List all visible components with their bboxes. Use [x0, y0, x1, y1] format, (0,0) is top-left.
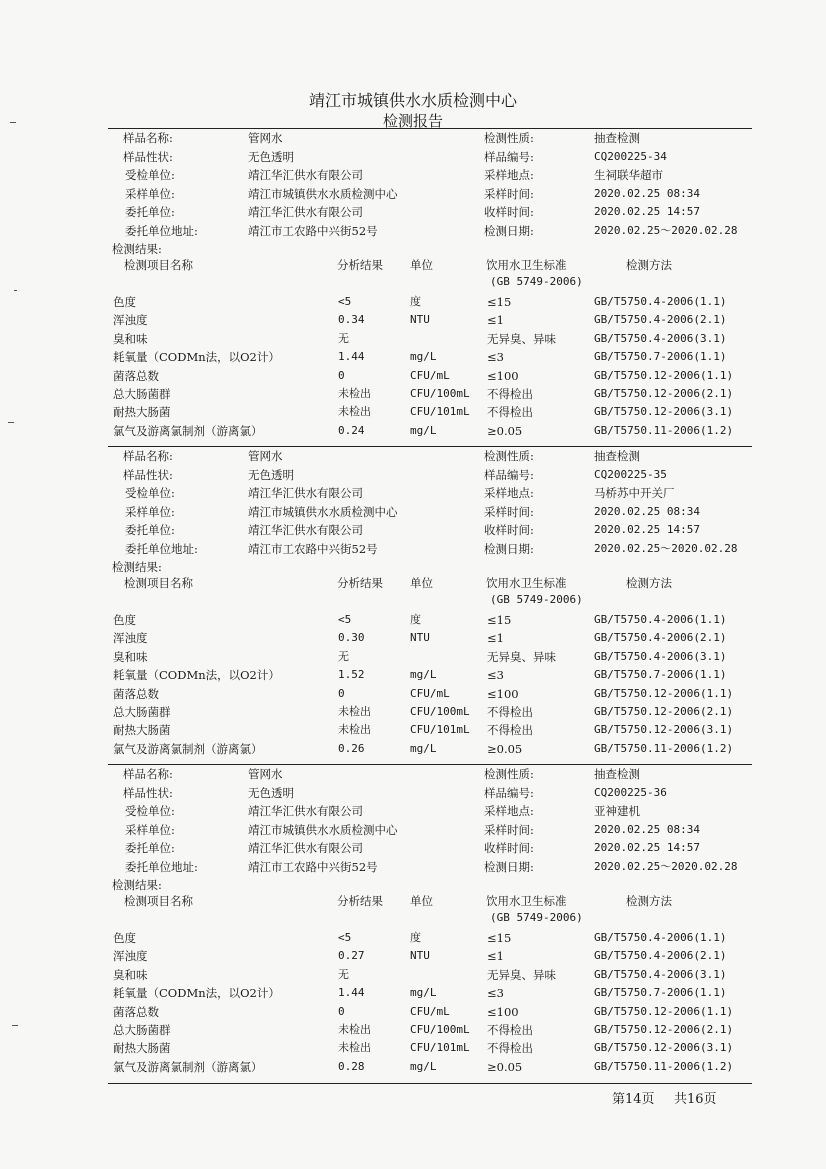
row-standard: ≤100 — [487, 1004, 519, 1019]
row-result: 0 — [338, 1004, 345, 1018]
row-item-name: 总大肠菌群 — [113, 1023, 171, 1037]
col-header-standard-ref: (GB 5749-2006) — [490, 275, 583, 288]
row-method: GB/T5750.12-2006(1.1) — [594, 368, 734, 382]
report-title: 检测报告 — [382, 112, 443, 130]
info-value-sampling-time: 2020.02.25 08:34 — [594, 822, 700, 836]
info-label-test-nature: 检测性质: — [484, 767, 534, 781]
info-label-sampling-unit: 采样单位: — [125, 186, 175, 201]
results-label: 检测结果: — [112, 878, 162, 892]
info-value-test-date: 2020.02.25～2020.02.28 — [594, 542, 738, 555]
info-label-sample-name: 样品名称: — [123, 767, 173, 781]
row-result: 0.34 — [338, 313, 365, 327]
info-label-sample-nature: 样品性状: — [123, 149, 173, 164]
info-value-entrust-unit: 靖江华汇供水有限公司 — [248, 841, 363, 856]
info-value-inspected-unit: 靖江华汇供水有限公司 — [248, 804, 363, 819]
section-divider — [108, 764, 752, 765]
info-value-test-nature: 抽查检测 — [594, 767, 640, 781]
row-item-name: 耐热大肠菌 — [113, 405, 171, 420]
row-item-name: 菌落总数 — [113, 1004, 159, 1019]
row-unit: NTU — [410, 313, 430, 327]
info-label-sampling-site: 采样地点: — [484, 168, 534, 183]
info-label-receive-time: 收样时间: — [484, 523, 534, 538]
row-method: GB/T5750.4-2006(1.1) — [594, 931, 727, 944]
row-method: GB/T5750.4-2006(2.1) — [594, 313, 727, 327]
col-header-unit: 单位 — [410, 258, 433, 272]
row-method: GB/T5750.7-2006(1.1) — [594, 668, 727, 682]
info-label-sample-name: 样品名称: — [123, 131, 173, 145]
col-header-unit: 单位 — [410, 894, 433, 908]
row-result: 0.26 — [338, 741, 365, 755]
row-standard: ≤15 — [487, 613, 512, 627]
row-item-name: 臭和味 — [113, 331, 148, 346]
page-number: 第14页 — [612, 1092, 655, 1107]
row-item-name: 耗氧量（CODMn法，以O2计） — [113, 986, 280, 1001]
col-header-method: 检测方法 — [626, 258, 672, 272]
row-item-name: 浑浊度 — [113, 313, 148, 328]
col-header-result: 分析结果 — [337, 576, 383, 590]
info-label-sample-nature: 样品性状: — [123, 785, 173, 800]
info-label-entrust-address: 委托单位地址: — [125, 542, 198, 556]
row-result: 1.52 — [338, 668, 365, 682]
row-item-name: 菌落总数 — [113, 368, 159, 383]
col-header-unit: 单位 — [410, 576, 433, 590]
row-method: GB/T5750.4-2006(1.1) — [594, 295, 727, 308]
row-method: GB/T5750.4-2006(1.1) — [594, 613, 727, 626]
row-standard: ≤3 — [487, 350, 504, 365]
info-label-entrust-unit: 委托单位: — [125, 841, 175, 856]
row-result: 未检出 — [338, 1023, 371, 1036]
row-standard: ≤100 — [487, 368, 519, 383]
row-result: 未检出 — [338, 387, 371, 400]
row-result: 1.44 — [338, 986, 365, 1000]
results-label: 检测结果: — [112, 560, 162, 574]
info-value-sample-nature: 无色透明 — [248, 149, 294, 164]
row-item-name: 耐热大肠菌 — [113, 1041, 171, 1056]
scan-mark — [14, 290, 17, 291]
info-value-test-date: 2020.02.25～2020.02.28 — [594, 860, 738, 873]
row-method: GB/T5750.4-2006(3.1) — [594, 649, 727, 663]
section-divider — [108, 1083, 752, 1084]
row-method: GB/T5750.12-2006(1.1) — [594, 686, 734, 700]
info-value-inspected-unit: 靖江华汇供水有限公司 — [248, 486, 363, 501]
row-result: 未检出 — [338, 1041, 371, 1055]
row-item-name: 总大肠菌群 — [113, 387, 171, 401]
row-result: 0.30 — [338, 631, 365, 645]
row-result: <5 — [338, 613, 352, 626]
row-unit: NTU — [410, 949, 430, 963]
col-header-standard-ref: (GB 5749-2006) — [490, 593, 583, 606]
row-method: GB/T5750.11-2006(1.2) — [594, 741, 734, 755]
row-result: 0.24 — [338, 423, 365, 437]
info-label-test-date: 检测日期: — [484, 224, 534, 238]
col-header-result: 分析结果 — [337, 894, 383, 908]
row-unit: CFU/mL — [410, 686, 450, 700]
row-standard: ≤3 — [487, 986, 504, 1001]
info-label-inspected-unit: 受检单位: — [125, 486, 175, 501]
info-value-sample-nature: 无色透明 — [248, 785, 294, 800]
row-unit: 度 — [410, 931, 421, 944]
col-header-method: 检测方法 — [626, 894, 672, 908]
info-value-entrust-address: 靖江市工农路中兴街52号 — [248, 860, 378, 874]
row-item-name: 浑浊度 — [113, 949, 148, 964]
row-method: GB/T5750.4-2006(3.1) — [594, 967, 727, 981]
info-value-sampling-time: 2020.02.25 08:34 — [594, 186, 700, 200]
row-unit: mg/L — [410, 986, 437, 1000]
row-unit: CFU/101mL — [410, 1041, 470, 1055]
row-item-name: 色度 — [113, 613, 136, 627]
row-result: <5 — [338, 931, 352, 944]
row-unit: NTU — [410, 631, 430, 645]
info-label-inspected-unit: 受检单位: — [125, 168, 175, 183]
center-name: 靖江市城镇供水水质检测中心 — [308, 91, 517, 110]
info-value-test-nature: 抽查检测 — [594, 449, 640, 463]
col-header-item: 检测项目名称 — [124, 894, 193, 908]
row-unit: CFU/100mL — [410, 705, 470, 718]
row-unit: CFU/100mL — [410, 387, 470, 400]
info-label-test-nature: 检测性质: — [484, 449, 534, 463]
info-value-sampling-unit: 靖江市城镇供水水质检测中心 — [248, 186, 398, 201]
row-result: 0.27 — [338, 949, 365, 963]
col-header-method: 检测方法 — [626, 576, 672, 590]
row-item-name: 耗氧量（CODMn法，以O2计） — [113, 350, 280, 365]
row-method: GB/T5750.12-2006(3.1) — [594, 1041, 734, 1055]
row-method: GB/T5750.12-2006(3.1) — [594, 405, 734, 419]
info-label-entrust-unit: 委托单位: — [125, 523, 175, 538]
info-label-entrust-address: 委托单位地址: — [125, 860, 198, 874]
row-result: 未检出 — [338, 405, 371, 419]
row-standard: ≤15 — [487, 295, 512, 309]
row-standard: 无异臭、异味 — [487, 331, 556, 346]
info-label-test-nature: 检测性质: — [484, 131, 534, 145]
row-unit: mg/L — [410, 741, 437, 755]
row-standard: ≥0.05 — [487, 423, 523, 438]
info-value-test-date: 2020.02.25～2020.02.28 — [594, 224, 738, 237]
results-label: 检测结果: — [112, 242, 162, 256]
info-value-entrust-unit: 靖江华汇供水有限公司 — [248, 205, 363, 220]
info-label-sample-no: 样品编号: — [484, 785, 534, 800]
info-label-sampling-site: 采样地点: — [484, 486, 534, 501]
row-unit: mg/L — [410, 668, 437, 682]
row-method: GB/T5750.12-2006(2.1) — [594, 1023, 734, 1036]
info-value-sampling-site: 生祠联华超市 — [594, 168, 663, 183]
row-standard: ≤1 — [487, 631, 504, 646]
scan-mark — [10, 122, 16, 123]
scan-mark — [12, 1025, 18, 1026]
info-label-sampling-unit: 采样单位: — [125, 822, 175, 837]
info-value-receive-time: 2020.02.25 14:57 — [594, 523, 700, 537]
info-value-sample-name: 管网水 — [248, 449, 283, 463]
row-method: GB/T5750.12-2006(3.1) — [594, 723, 734, 737]
info-label-sampling-time: 采样时间: — [484, 504, 534, 519]
row-result: 0.28 — [338, 1059, 365, 1073]
row-item-name: 色度 — [113, 931, 136, 945]
info-label-sampling-site: 采样地点: — [484, 804, 534, 819]
info-value-sampling-site: 马桥苏中开关厂 — [594, 486, 675, 501]
row-unit: CFU/mL — [410, 1004, 450, 1018]
row-unit: CFU/101mL — [410, 723, 470, 737]
info-value-sample-nature: 无色透明 — [248, 467, 294, 482]
info-value-receive-time: 2020.02.25 14:57 — [594, 205, 700, 219]
info-label-sample-no: 样品编号: — [484, 149, 534, 164]
info-value-sample-no: CQ200225-35 — [594, 467, 667, 481]
info-label-inspected-unit: 受检单位: — [125, 804, 175, 819]
info-value-test-nature: 抽查检测 — [594, 131, 640, 145]
row-unit: 度 — [410, 613, 421, 626]
row-item-name: 氯气及游离氯制剂（游离氯） — [113, 1059, 263, 1074]
col-header-standard-ref: (GB 5749-2006) — [490, 911, 583, 924]
col-header-standard: 饮用水卫生标准 — [486, 258, 567, 272]
row-method: GB/T5750.4-2006(2.1) — [594, 949, 727, 963]
row-standard: ≤3 — [487, 668, 504, 683]
row-standard: 不得检出 — [487, 705, 533, 719]
info-label-sampling-time: 采样时间: — [484, 822, 534, 837]
row-method: GB/T5750.11-2006(1.2) — [594, 423, 734, 437]
row-result: 无 — [338, 967, 349, 981]
row-unit: mg/L — [410, 423, 437, 437]
info-value-entrust-address: 靖江市工农路中兴街52号 — [248, 542, 378, 556]
row-standard: ≤100 — [487, 686, 519, 701]
scan-mark — [8, 422, 14, 423]
page-total: 共16页 — [674, 1092, 717, 1107]
info-label-test-date: 检测日期: — [484, 542, 534, 556]
row-result: 未检出 — [338, 723, 371, 737]
row-item-name: 耐热大肠菌 — [113, 723, 171, 738]
row-result: 无 — [338, 331, 349, 345]
row-method: GB/T5750.4-2006(3.1) — [594, 331, 727, 345]
row-standard: ≥0.05 — [487, 741, 523, 756]
info-value-receive-time: 2020.02.25 14:57 — [594, 841, 700, 855]
row-result: 1.44 — [338, 350, 365, 364]
row-unit: 度 — [410, 295, 421, 308]
row-result: 0 — [338, 686, 345, 700]
title-divider — [108, 128, 752, 129]
col-header-item: 检测项目名称 — [124, 258, 193, 272]
info-value-entrust-address: 靖江市工农路中兴街52号 — [248, 224, 378, 238]
info-label-receive-time: 收样时间: — [484, 841, 534, 856]
col-header-item: 检测项目名称 — [124, 576, 193, 590]
row-standard: ≤15 — [487, 931, 512, 945]
info-value-entrust-unit: 靖江华汇供水有限公司 — [248, 523, 363, 538]
info-value-sample-name: 管网水 — [248, 131, 283, 145]
row-standard: 不得检出 — [487, 387, 533, 401]
info-value-sampling-time: 2020.02.25 08:34 — [594, 504, 700, 518]
row-unit: CFU/mL — [410, 368, 450, 382]
row-result: 0 — [338, 368, 345, 382]
info-value-sample-no: CQ200225-36 — [594, 785, 667, 799]
row-standard: 无异臭、异味 — [487, 967, 556, 982]
info-value-sampling-unit: 靖江市城镇供水水质检测中心 — [248, 822, 398, 837]
info-label-sampling-unit: 采样单位: — [125, 504, 175, 519]
row-item-name: 菌落总数 — [113, 686, 159, 701]
info-value-sampling-site: 亚神建机 — [594, 804, 640, 819]
row-standard: 不得检出 — [487, 723, 533, 738]
info-label-sample-nature: 样品性状: — [123, 467, 173, 482]
row-method: GB/T5750.12-2006(2.1) — [594, 387, 734, 400]
col-header-result: 分析结果 — [337, 258, 383, 272]
info-value-sample-no: CQ200225-34 — [594, 149, 667, 163]
row-unit: CFU/100mL — [410, 1023, 470, 1036]
row-item-name: 氯气及游离氯制剂（游离氯） — [113, 741, 263, 756]
row-method: GB/T5750.7-2006(1.1) — [594, 350, 727, 364]
row-method: GB/T5750.12-2006(2.1) — [594, 705, 734, 718]
info-label-entrust-unit: 委托单位: — [125, 205, 175, 220]
row-standard: ≥0.05 — [487, 1059, 523, 1074]
row-method: GB/T5750.12-2006(1.1) — [594, 1004, 734, 1018]
row-unit: mg/L — [410, 1059, 437, 1073]
row-standard: 不得检出 — [487, 405, 533, 420]
row-item-name: 氯气及游离氯制剂（游离氯） — [113, 423, 263, 438]
row-item-name: 耗氧量（CODMn法，以O2计） — [113, 668, 280, 683]
row-item-name: 总大肠菌群 — [113, 705, 171, 719]
row-result: <5 — [338, 295, 352, 308]
row-result: 未检出 — [338, 705, 371, 718]
col-header-standard: 饮用水卫生标准 — [486, 894, 567, 908]
info-label-sampling-time: 采样时间: — [484, 186, 534, 201]
row-item-name: 色度 — [113, 295, 136, 309]
row-result: 无 — [338, 649, 349, 663]
row-method: GB/T5750.11-2006(1.2) — [594, 1059, 734, 1073]
info-label-receive-time: 收样时间: — [484, 205, 534, 220]
row-unit: mg/L — [410, 350, 437, 364]
row-standard: 无异臭、异味 — [487, 649, 556, 664]
info-label-sample-no: 样品编号: — [484, 467, 534, 482]
info-value-sampling-unit: 靖江市城镇供水水质检测中心 — [248, 504, 398, 519]
info-value-inspected-unit: 靖江华汇供水有限公司 — [248, 168, 363, 183]
row-method: GB/T5750.7-2006(1.1) — [594, 986, 727, 1000]
info-label-test-date: 检测日期: — [484, 860, 534, 874]
row-method: GB/T5750.4-2006(2.1) — [594, 631, 727, 645]
row-standard: ≤1 — [487, 949, 504, 964]
section-divider — [108, 446, 752, 447]
info-label-sample-name: 样品名称: — [123, 449, 173, 463]
info-label-entrust-address: 委托单位地址: — [125, 224, 198, 238]
row-standard: 不得检出 — [487, 1041, 533, 1056]
col-header-standard: 饮用水卫生标准 — [486, 576, 567, 590]
row-unit: CFU/101mL — [410, 405, 470, 419]
row-item-name: 浑浊度 — [113, 631, 148, 646]
row-item-name: 臭和味 — [113, 967, 148, 982]
info-value-sample-name: 管网水 — [248, 767, 283, 781]
row-standard: ≤1 — [487, 313, 504, 328]
row-standard: 不得检出 — [487, 1023, 533, 1037]
row-item-name: 臭和味 — [113, 649, 148, 664]
